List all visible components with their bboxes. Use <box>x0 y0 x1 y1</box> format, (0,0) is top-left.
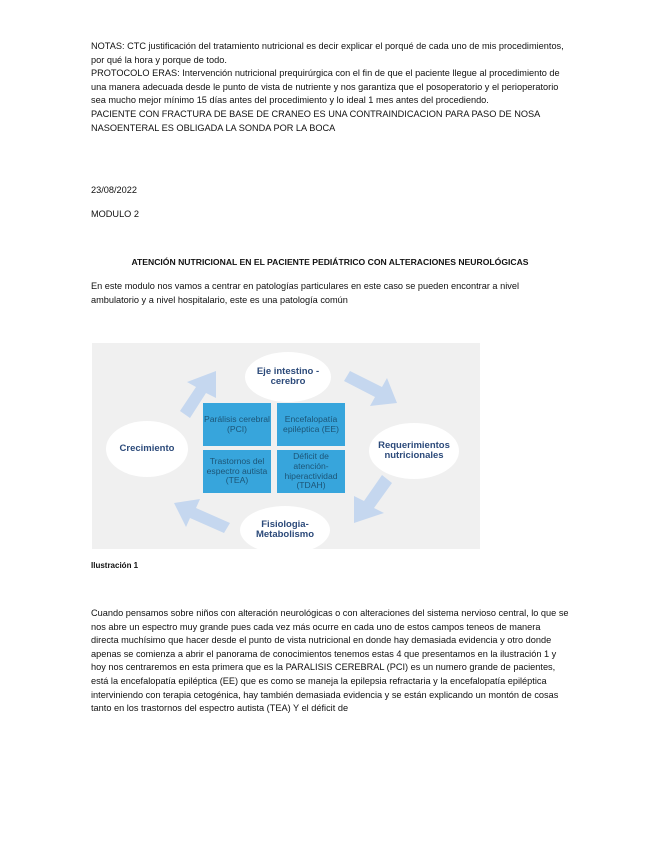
intro-paragraph: En este modulo nos vamos a centrar en patologías particulares en este caso se pueden encontrar a nivel ambulatorio y a nivel hospitalario, este es una patología común <box>91 281 519 305</box>
box-cerebral-palsy: Parálisis cerebral (PCI) <box>203 403 271 446</box>
section-heading: ATENCIÓN NUTRICIONAL EN EL PACIENTE PEDIÁTRICO CON ALTERACIONES NEUROLÓGICAS <box>131 257 529 267</box>
figure-caption: Ilustración 1 <box>91 561 139 570</box>
node-nutritional-requirements: Requerimientos nutricionales <box>369 423 459 479</box>
note-ctc: NOTAS: CTC justificación del tratamiento nutricional es decir explicar el porqué de cada uno de mis procedimientos, por qué la hora y porque de todo. <box>91 41 564 65</box>
arrow-right-bottom <box>354 475 392 523</box>
node-growth: Crecimiento <box>106 421 188 477</box>
node-gut-brain-axis: Eje intestino -cerebro <box>245 352 331 402</box>
box-autism-spectrum: Trastornos del espectro autista (TEA) <box>203 450 271 493</box>
notes-section <box>91 40 569 135</box>
node-physiology-metabolism: Fisiologia-Metabolismo <box>240 506 330 554</box>
box-epileptic-encephalopathy: Encefalopatía epiléptica (EE) <box>277 403 345 446</box>
body-paragraph: Cuando pensamos sobre niños con alteración neurológicas o con alteraciones del sistema nervioso central, lo que se nos abre un espectro muy grande pues cada vez más ocurre en cada uno de estos campos teneos de manera directa muchísimo que hacer desde el punto de vista nutricional en donde hay demasiada evidencia y otro donde apenas se comienza a abrir el panorama de conocimientos tenemos estas 4 que presentamos en la ilustración 1 y hoy nos centraremos en esta primera que es la PARALISIS CEREBRAL (PCI) es un numero grande de pacientes, está la encefalopatía epiléptica (EE) que es como se maneja la epilepsia refractaria y la encefalopatía epiléptica interviniendo con terapia cetogénica, hay también demasiada evidencia y se están explicando un montón de cosas tanto en los trastornos del espectro autista (TEA) Y el déficit de <box>91 608 569 714</box>
arrow-bottom-left <box>174 499 230 533</box>
arrow-top-right <box>344 371 397 406</box>
date: 23/08/2022 <box>91 185 137 195</box>
note-skull-fracture: PACIENTE CON FRACTURA DE BASE DE CRANEO ES UNA CONTRAINDICACION PARA PASO DE NOSA NASOENTERAL ES OBLIGADA LA SONDA POR LA BOCA <box>91 108 540 133</box>
note-eras: PROTOCOLO ERAS: Intervención nutricional prequirúrgica con el fin de que el paciente llegue al procedimiento de una manera adecuada desde le punto de vista de nutriente y nos garantiza que el posoperatorio y el perioperatorio sea mucho mejor mínimo 15 días antes del procedimiento y lo ideal 1 mes antes del procediendo. <box>91 68 560 106</box>
diagram-illustration <box>92 343 480 549</box>
box-adhd: Déficit de atención-hiperactividad (TDAH) <box>277 450 345 493</box>
module-label: MODULO 2 <box>91 209 139 219</box>
